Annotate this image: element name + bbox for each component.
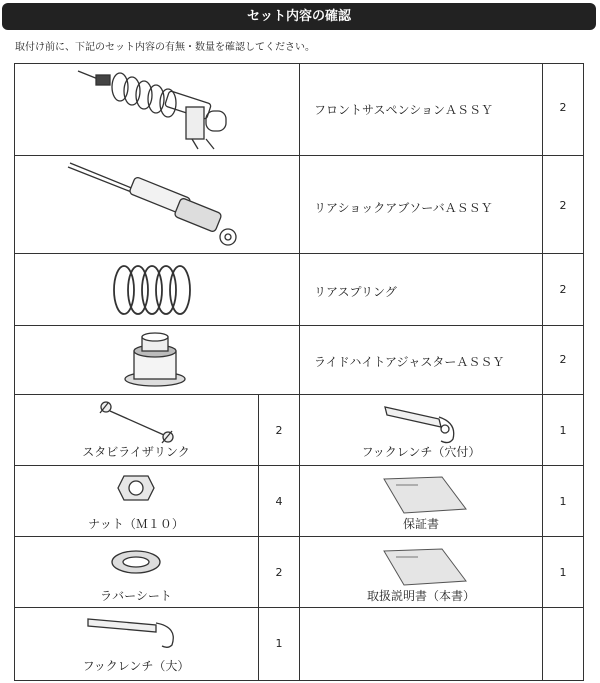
front-suspension-icon (74, 67, 234, 153)
qty-nut: 4 (275, 495, 283, 508)
warranty-icon (382, 475, 468, 515)
parts-table (14, 63, 584, 681)
rear-shock-absorber-icon (64, 161, 244, 251)
nut-icon (116, 472, 156, 504)
rear-spring-icon (104, 261, 204, 319)
qty-front-suspension: 2 (559, 101, 567, 114)
hook-wrench-large-icon (84, 615, 184, 651)
hook-wrench-small-icon (379, 401, 469, 445)
part-name-hook-wrench-large: フックレンチ（大） (82, 659, 190, 673)
part-name-rubber-sheet: ラバーシート (100, 589, 172, 603)
manual-icon (382, 547, 468, 587)
stabilizer-link-icon (98, 399, 178, 445)
qty-ride-height-adjuster: 2 (559, 353, 567, 366)
qty-rubber-sheet: 2 (275, 566, 283, 579)
part-name-warranty: 保証書 (402, 517, 439, 531)
qty-hook-wrench-large: 1 (275, 637, 283, 650)
qty-stabilizer-link: 2 (275, 424, 283, 437)
part-name-front-suspension: フロントサスペンションＡＳＳＹ (314, 103, 493, 117)
qty-manual: 1 (559, 566, 567, 579)
part-name-rear-shock: リアショックアブソーバＡＳＳＹ (314, 201, 493, 215)
part-name-stabilizer-link: スタビライザリンク (82, 445, 190, 459)
page-title: セット内容の確認 (246, 9, 351, 24)
qty-warranty: 1 (559, 495, 567, 508)
part-name-nut: ナット（Ｍ１０） (88, 517, 184, 531)
rubber-sheet-icon (110, 549, 162, 575)
page-header (2, 3, 596, 30)
qty-hook-wrench-holed: 1 (559, 424, 567, 437)
qty-rear-spring: 2 (559, 283, 567, 296)
part-name-rear-spring: リアスプリング (314, 285, 397, 299)
part-name-manual: 取扱説明書（本書） (366, 589, 475, 603)
ride-height-adjuster-icon (120, 329, 190, 389)
part-name-ride-height-adjuster: ライドハイトアジャスターＡＳＳＹ (314, 355, 505, 369)
instruction-note: 取付け前に、下記のセット内容の有無・数量を確認してください。 (15, 42, 315, 53)
part-name-hook-wrench-holed: フックレンチ（穴付） (361, 445, 481, 459)
qty-rear-shock: 2 (559, 199, 567, 212)
